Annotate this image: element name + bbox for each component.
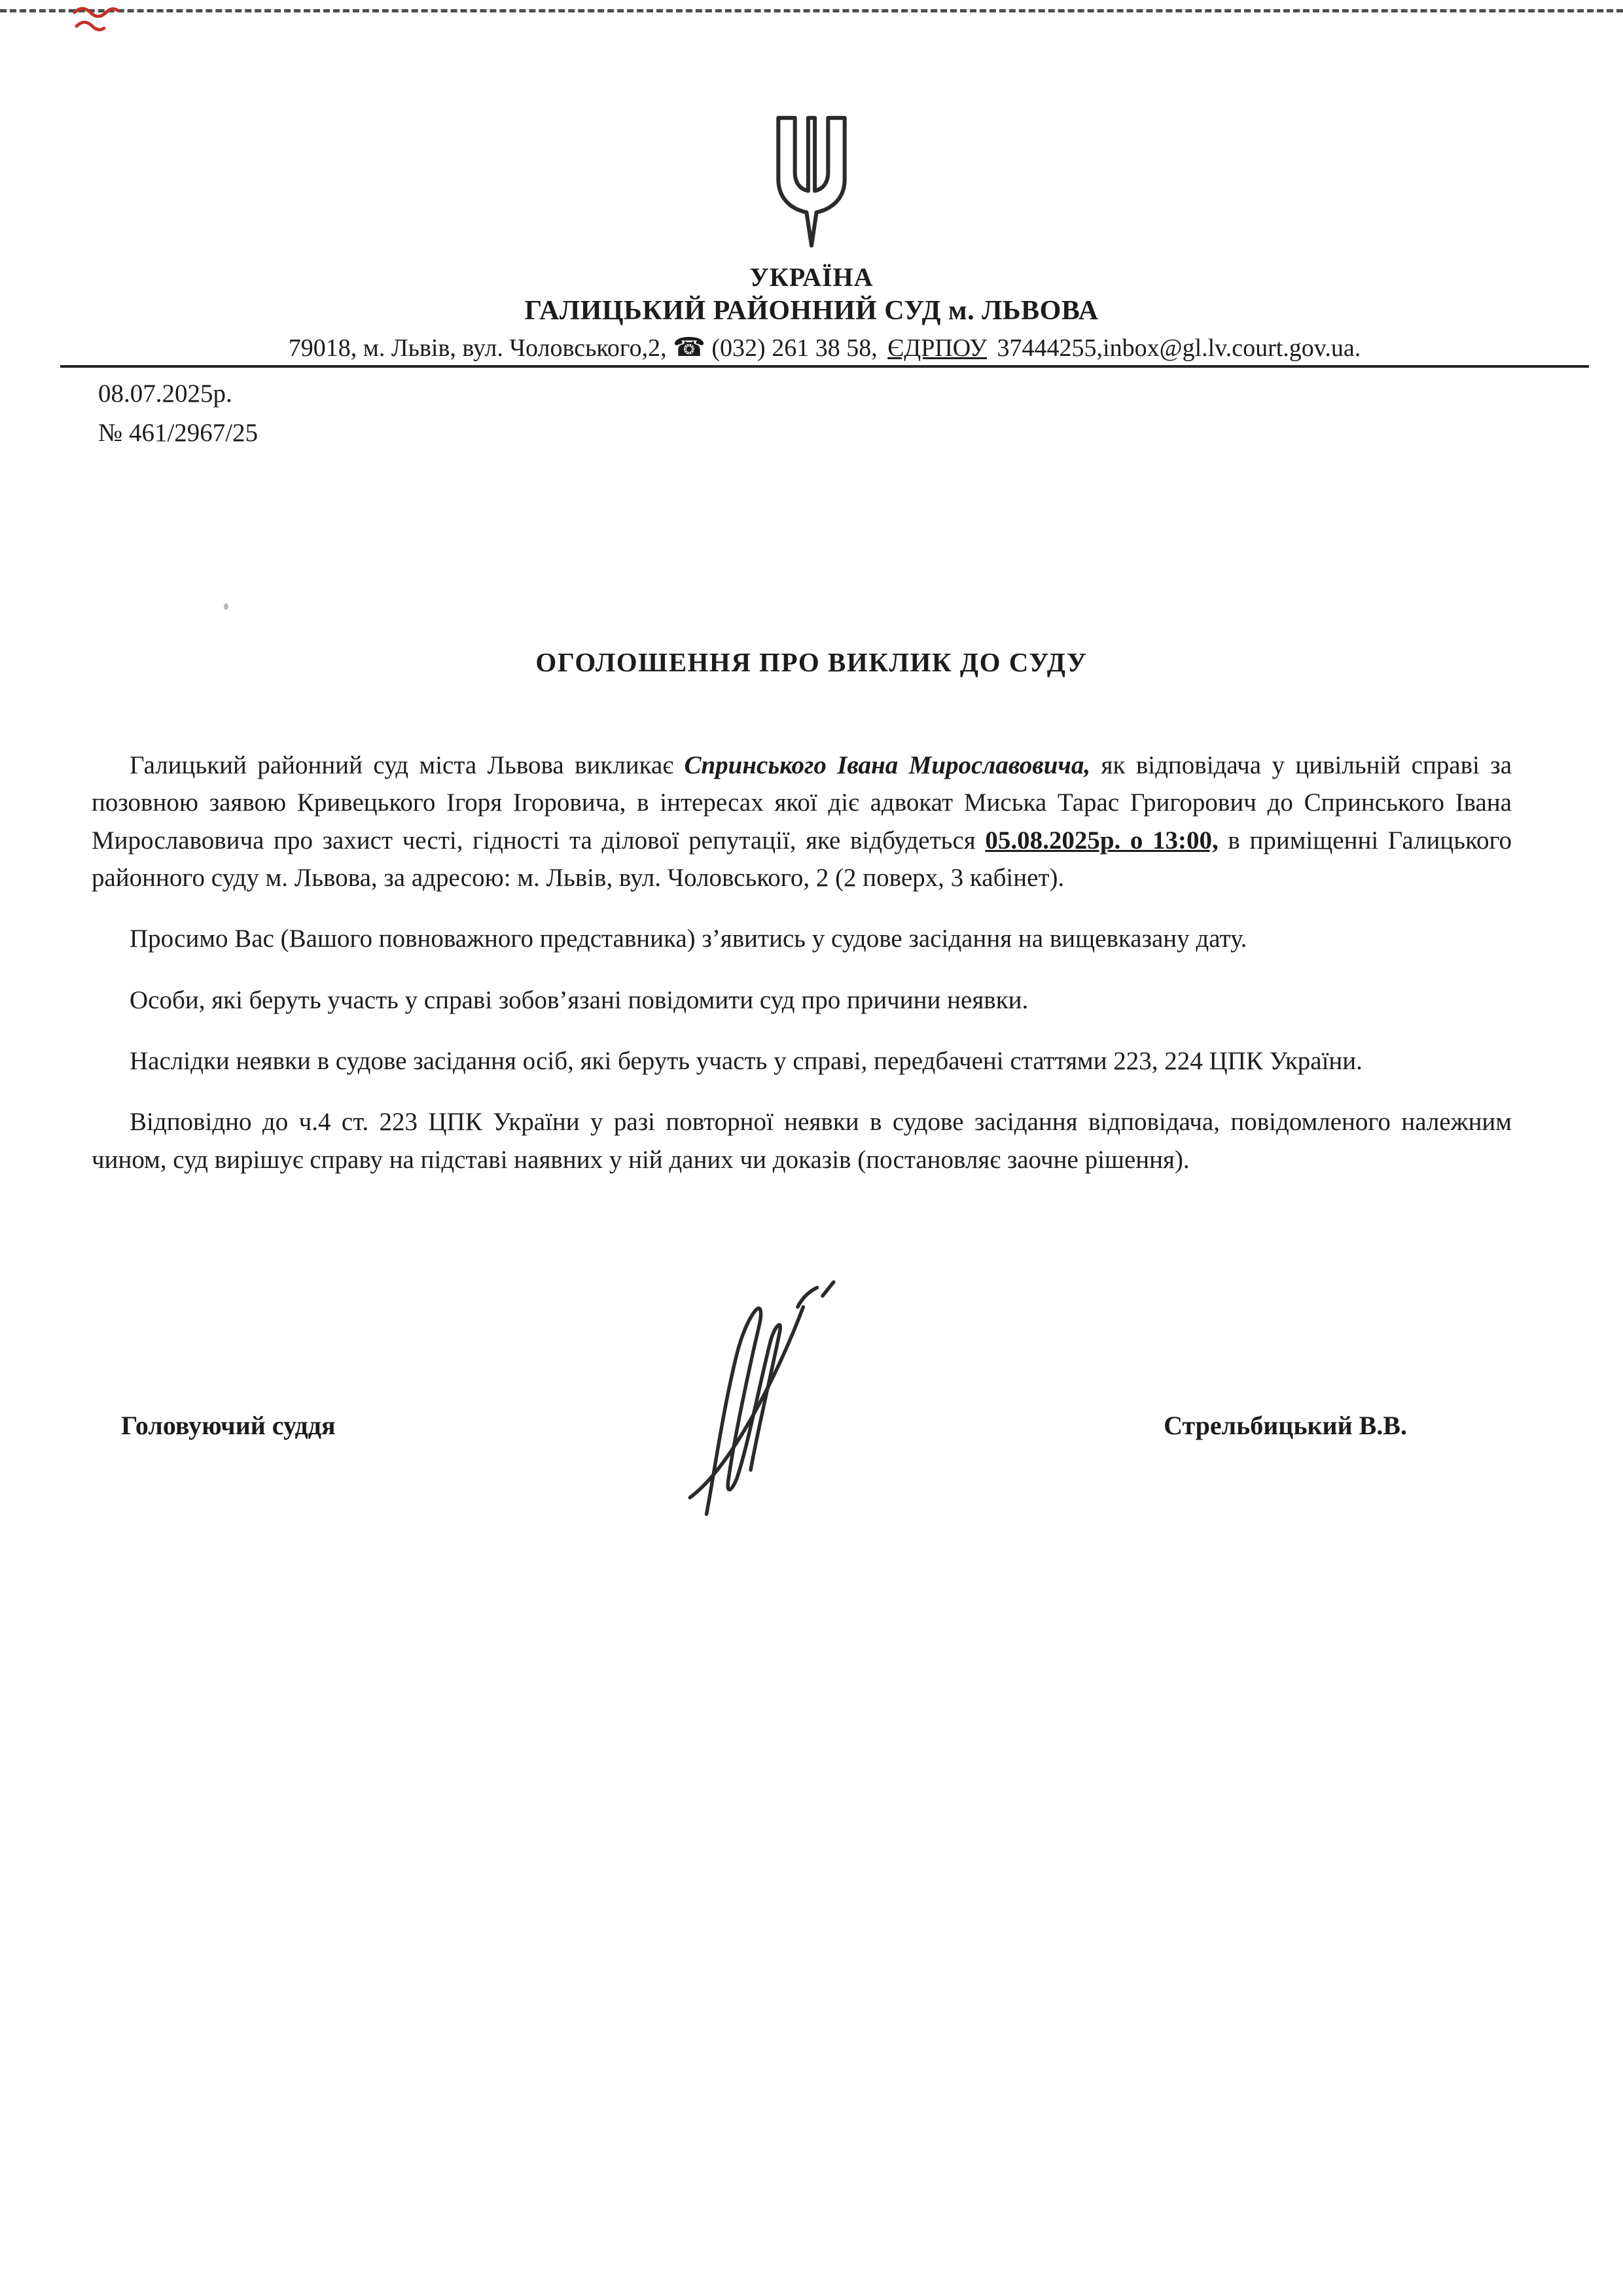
paragraph-default-judgment: Відповідно до ч.4 ст. 223 ЦПК України у разі повторної неявки в судове засідання відповідача, повідомленого належним чином, суд вирішує справу на підставі наявних у ній даних чи доказів (постановляє заочне рішення). (92, 1108, 1512, 1174)
paragraph-consequences: Наслідки неявки в судове засідання осіб, які беруть участь у справі, передбачені статтями 223, 224 ЦПК України. (130, 1046, 1363, 1075)
red-scan-mark (71, 3, 134, 38)
hearing-location: в приміщенні Галицького районного суду м. Львова, за адресою: м. Львів, вул. Чоловського, 2 (2 поверх, 3 кабінет). (92, 826, 1512, 892)
outgoing-date: 08.07.2025р. (98, 380, 232, 408)
document-body (92, 747, 1512, 1178)
paragraph-request-appearance: Просимо Вас (Вашого повноважного представника) з’явитись у судове засідання на вищевказану дату. (130, 925, 1247, 953)
court-address-line (60, 332, 1589, 368)
scan-speck (224, 603, 228, 610)
edrpou-and-email: 37444255,inbox@gl.lv.court.gov.ua. (991, 334, 1361, 362)
defendant-name: Спринського Івана Мирославовича, (684, 751, 1091, 779)
signature-block (121, 1394, 1407, 1525)
court-phone: (032) 261 38 58, (705, 334, 884, 362)
case-description: як відповідача у цивільній справі за позовною заявою Кривецького Ігоря Ігоровича, в інтересах якої діє адвокат Миська Тарас Григорович до Спринського Івана Мирославовича про захист честі, гідності та ділової репутації, яке відбудеться (92, 751, 1512, 855)
signature-role: Головуючий суддя (121, 1410, 336, 1440)
document-title: ОГОЛОШЕННЯ ПРО ВИКЛИК ДО СУДУ (535, 646, 1088, 677)
signatory-name: Стрельбицький В.В. (1164, 1410, 1407, 1440)
phone-icon: ☎ (673, 332, 705, 362)
paragraph-summons (92, 747, 1512, 896)
court-address: 79018, м. Львів, вул. Чоловського,2, (288, 334, 673, 362)
edrpou-label: ЄДРПОУ (887, 334, 988, 362)
summons-text: Галицький районний суд міста Львова викликає (130, 751, 685, 779)
country-name: УКРАЇНА (749, 262, 874, 292)
case-number: № 461/2967/25 (98, 419, 259, 448)
reference-block (98, 374, 1623, 453)
scan-artifact-dashed-line (0, 9, 1623, 12)
hearing-datetime: 05.08.2025р. о 13:00, (985, 826, 1219, 855)
ukraine-trident-emblem-icon (762, 113, 861, 253)
paragraph-notify-duty: Особи, які беруть участь у справі зобов’язані повідомити суд про причини неявки. (130, 985, 1029, 1014)
court-name: ГАЛИЦЬКИЙ РАЙОННИЙ СУД м. ЛЬВОВА (524, 296, 1099, 326)
handwritten-signature (658, 1277, 841, 1525)
